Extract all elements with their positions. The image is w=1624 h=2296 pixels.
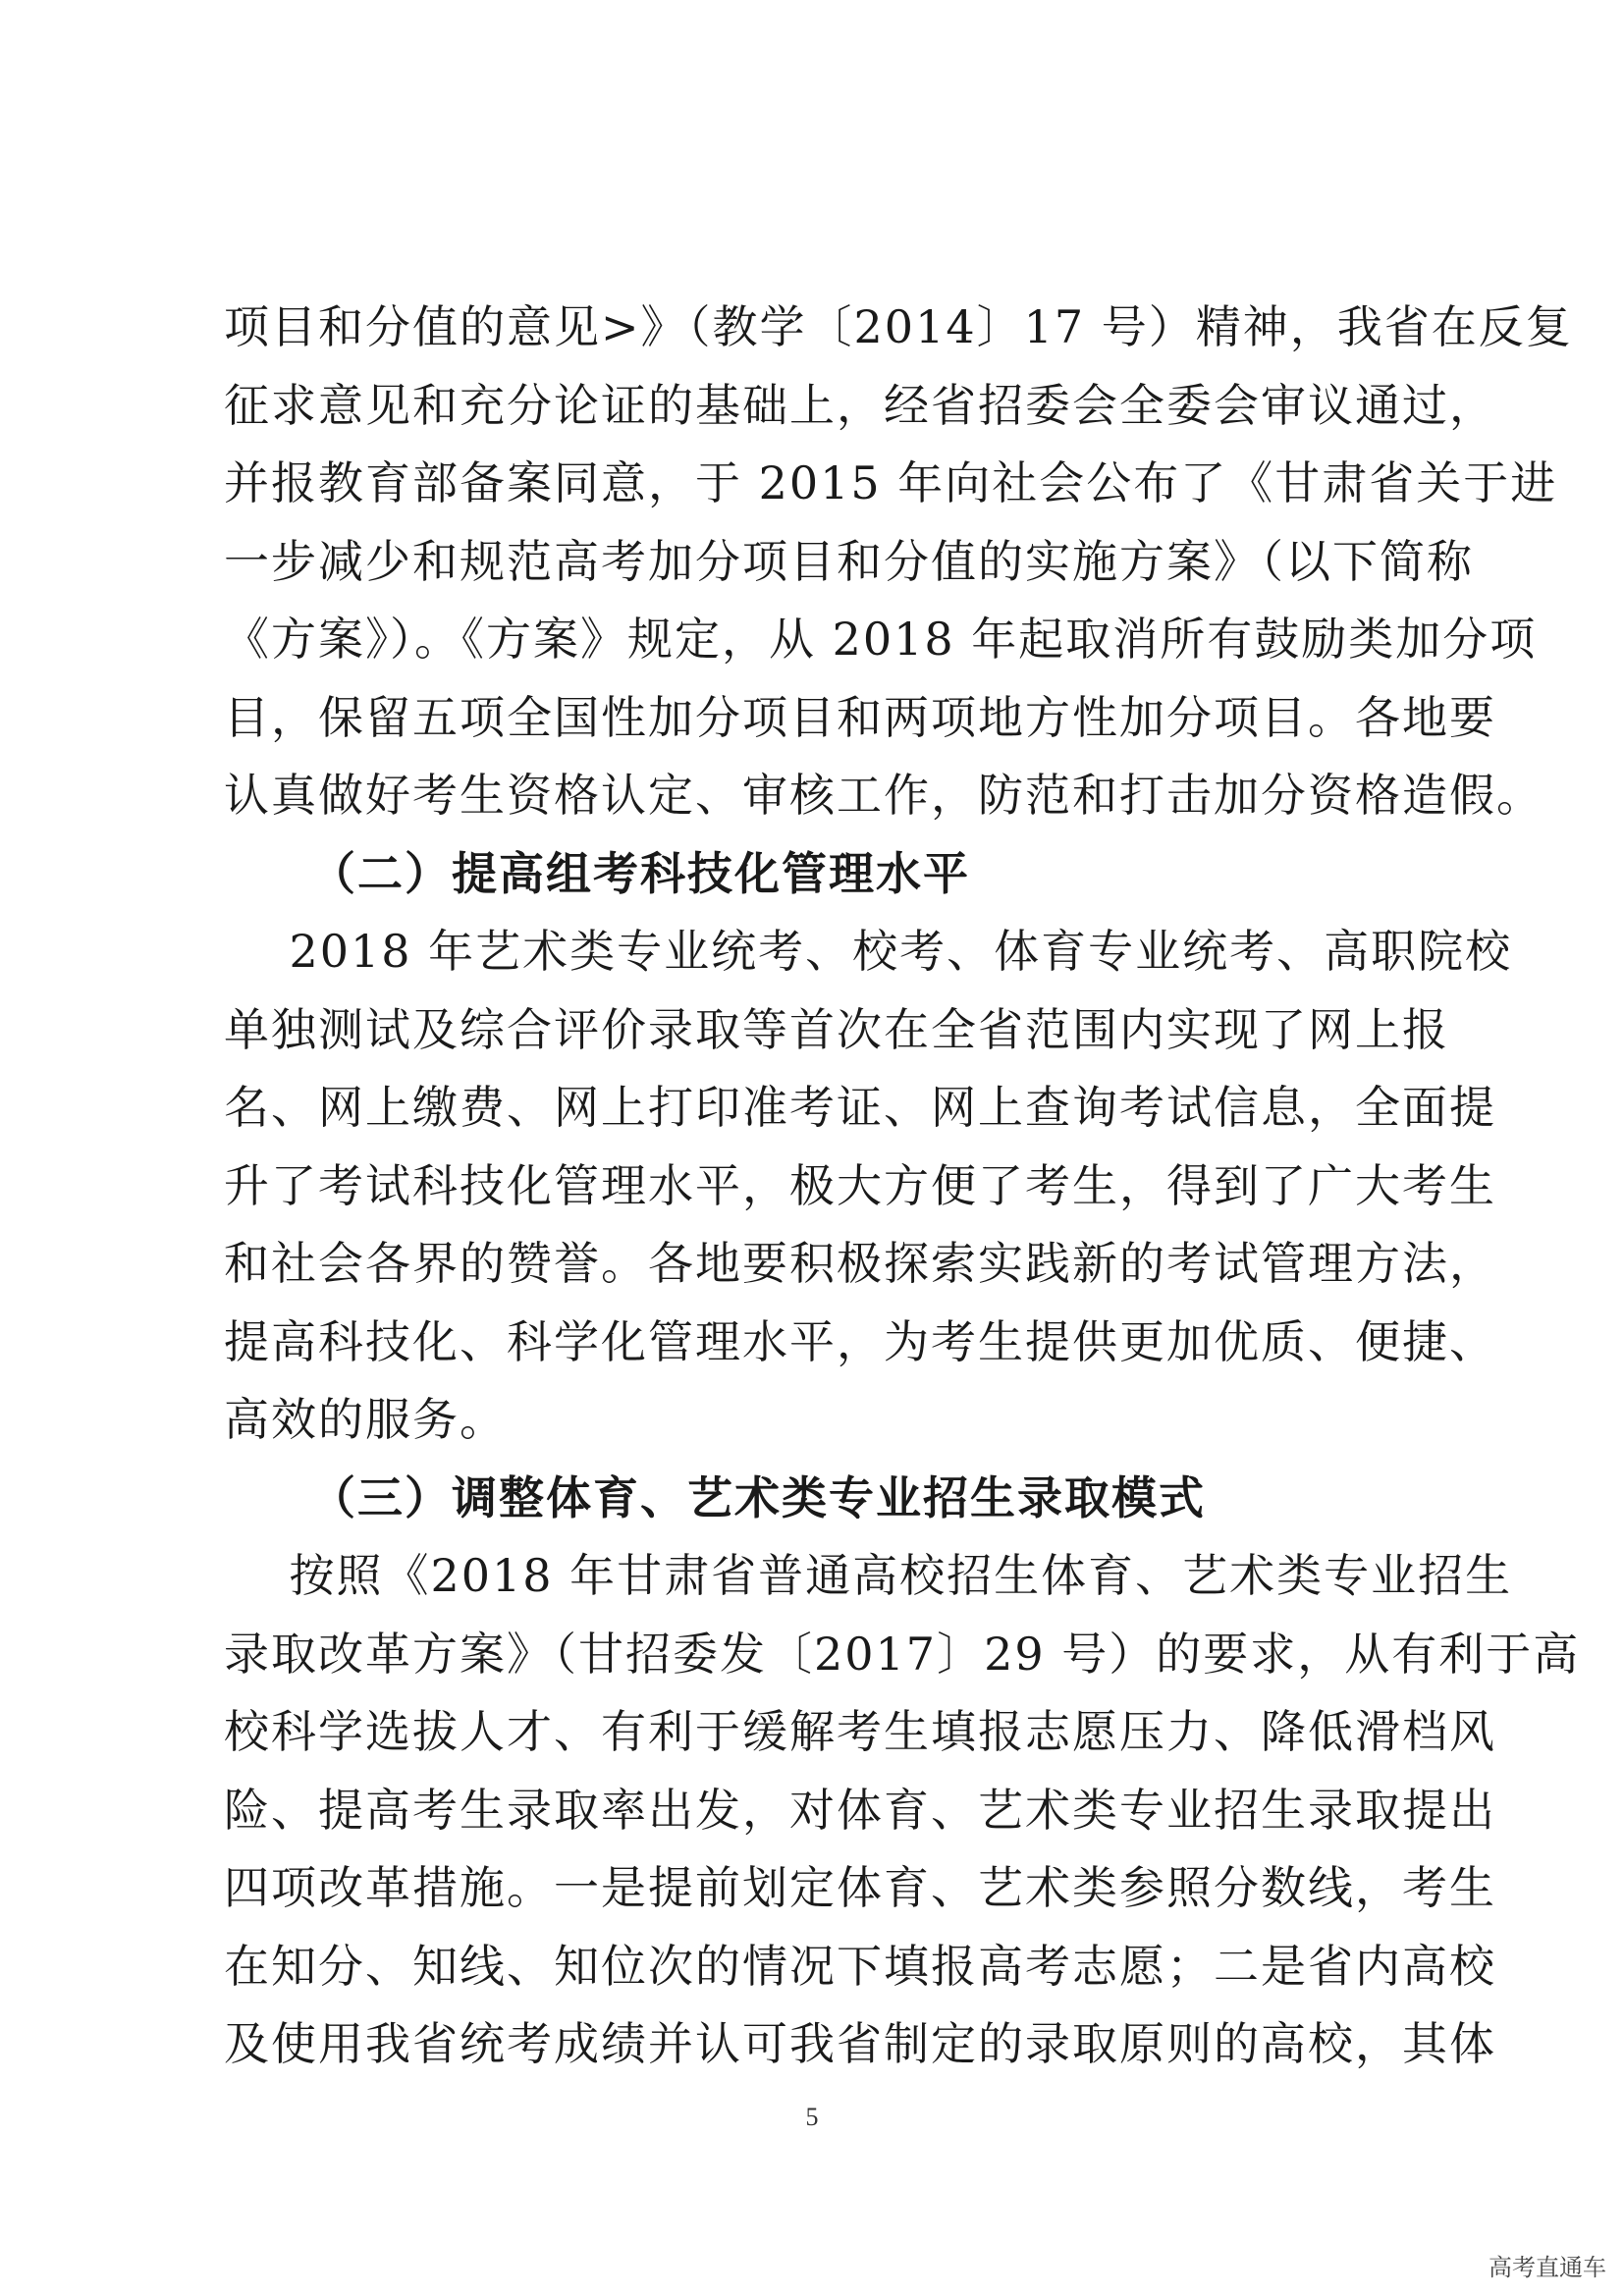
paragraph-line: 《方案》）。《方案》规定，从 2018 年起取消所有鼓励类加分项 xyxy=(224,613,1538,666)
paragraph-line: 提高科技化、科学化管理水平，为考生提供更加优质、便捷、 xyxy=(224,1314,1496,1368)
paragraph-line: 险、提高考生录取率出发，对体育、艺术类专业招生录取提出 xyxy=(224,1783,1496,1837)
paragraph-line: 名、网上缴费、网上打印准考证、网上查询考试信息，全面提 xyxy=(224,1081,1496,1134)
paragraph-line: 录取改革方案》（甘招委发〔2017〕29 号）的要求，从有利于高 xyxy=(224,1627,1581,1681)
paragraph-line: 并报教育部备案同意，于 2015 年向社会公布了《甘肃省关于进 xyxy=(224,456,1558,509)
paragraph-line: 按照《2018 年甘肃省普通高校招生体育、艺术类专业招生 xyxy=(224,1549,1513,1602)
section-heading: （三）调整体育、艺术类专业招生录取模式 xyxy=(310,1470,1206,1524)
paragraph-line: 目，保留五项全国性加分项目和两项地方性加分项目。各地要 xyxy=(224,690,1496,744)
paragraph-line: 高效的服务。 xyxy=(224,1393,507,1446)
paragraph-line: 在知分、知线、知位次的情况下填报高考志愿；二是省内高校 xyxy=(224,1939,1496,1993)
paragraph-line: 一步减少和规范高考加分项目和分值的实施方案》（以下简称 xyxy=(224,534,1474,588)
section-heading: （二）提高组考科技化管理水平 xyxy=(310,846,970,900)
paragraph-line: 升了考试科技化管理水平，极大方便了考生，得到了广大考生 xyxy=(224,1158,1496,1212)
paragraph-line: 单独测试及综合评价录取等首次在全省范围内实现了网上报 xyxy=(224,1002,1449,1056)
paragraph-line: 及使用我省统考成绩并认可我省制定的录取原则的高校，其体 xyxy=(224,2017,1496,2070)
page-number: 5 xyxy=(805,2103,819,2131)
paragraph-line: 征求意见和充分论证的基础上，经省招委会全委会审议通过， xyxy=(224,378,1496,432)
paragraph-line: 和社会各界的赞誉。各地要积极探索实践新的考试管理方法， xyxy=(224,1237,1496,1290)
paragraph-line: 认真做好考生资格认定、审核工作，防范和打击加分资格造假。 xyxy=(224,769,1543,822)
paragraph-line: 2018 年艺术类专业统考、校考、体育专业统考、高职院校 xyxy=(224,925,1513,978)
paragraph-line: 四项改革措施。一是提前划定体育、艺术类参照分数线，考生 xyxy=(224,1861,1496,1914)
paragraph-line: 项目和分值的意见>》（教学〔2014〕17 号）精神，我省在反复 xyxy=(224,300,1573,353)
body-text xyxy=(224,289,1581,2084)
watermark: 高考直通车 xyxy=(1489,2254,1606,2281)
paragraph-line: 校科学选拔人才、有利于缓解考生填报志愿压力、降低滑档风 xyxy=(224,1705,1496,1758)
